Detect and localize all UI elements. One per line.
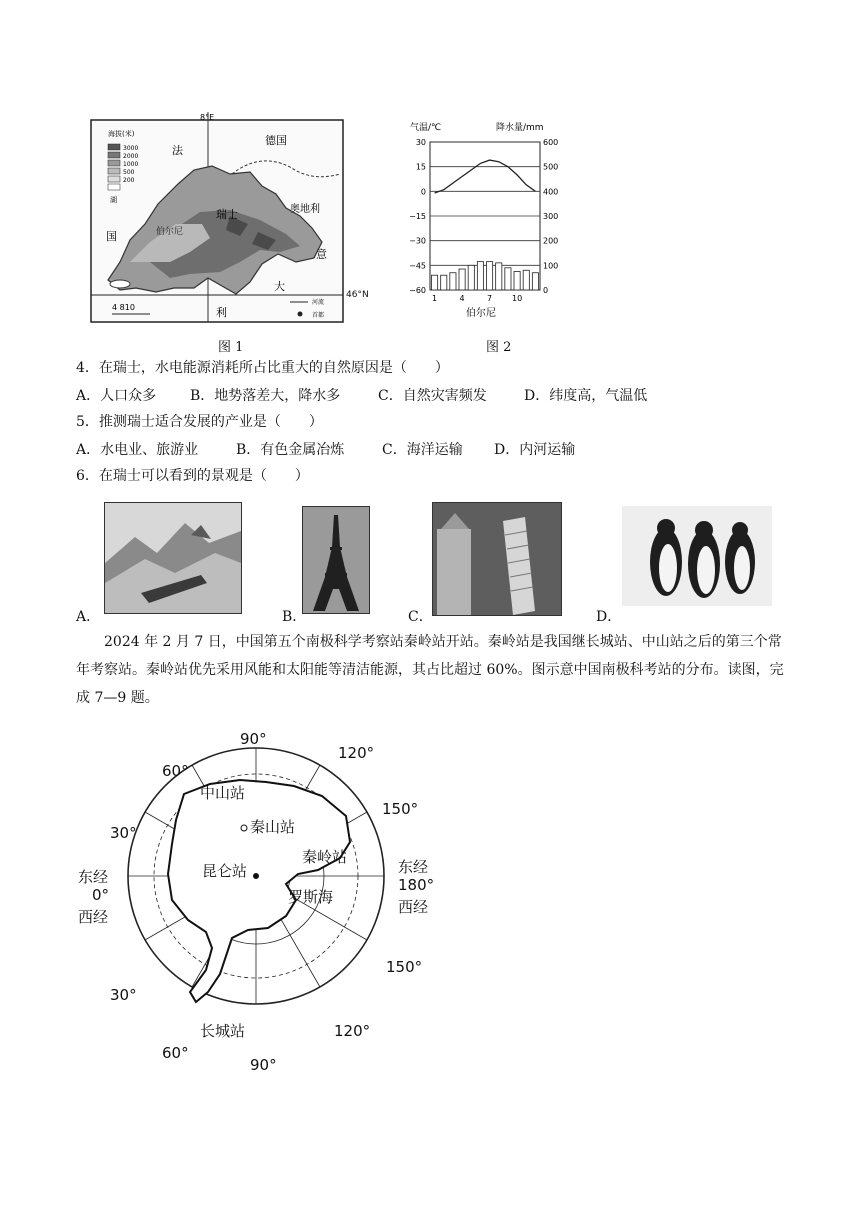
temp-tick-label: −30 xyxy=(409,236,426,246)
parallel-label: 46°N xyxy=(346,290,369,300)
label-italy-3: 利 xyxy=(216,306,227,319)
question-4-option-c[interactable]: C．自然灾害频发 xyxy=(378,388,487,404)
station-zhongshan: 中山站 xyxy=(200,784,246,802)
precip-bar xyxy=(496,263,502,290)
legend-river: 河流 xyxy=(312,299,325,306)
station-kunlun: 昆仑站 xyxy=(202,862,248,880)
station-label: 伯尔尼 xyxy=(466,308,496,319)
legend-level: 湖 xyxy=(110,196,117,204)
precip-bar xyxy=(505,268,511,290)
label-austria: 奥地利 xyxy=(290,204,320,215)
map-east-right: 东经 xyxy=(398,858,429,876)
precip-bar xyxy=(523,270,529,290)
label-germany: 德国 xyxy=(265,134,287,147)
precip-tick-label: 500 xyxy=(543,162,559,172)
temp-tick-label: −60 xyxy=(409,286,426,295)
map-deg-60-bottom: 60° xyxy=(162,1044,189,1062)
label-italy-1: 意 xyxy=(316,248,327,261)
precip-tick-label: 200 xyxy=(543,236,559,246)
map-deg-90-top: 90° xyxy=(240,730,267,748)
station-qinling: 秦岭站 xyxy=(302,848,348,866)
q6-option-b-label[interactable]: B． xyxy=(282,609,307,625)
legend-level: 1000 xyxy=(123,161,139,168)
legend-level: 500 xyxy=(123,169,135,176)
q6-option-a-label[interactable]: A． xyxy=(76,609,101,625)
q6-option-a-photo[interactable] xyxy=(104,502,242,614)
question-4-option-d[interactable]: D．纬度高，气温低 xyxy=(524,388,648,404)
precip-bar xyxy=(514,272,520,291)
precip-bar xyxy=(432,275,438,290)
map-deg-180: 180° xyxy=(398,876,435,894)
question-4-option-b[interactable]: B．地势落差大，降水多 xyxy=(190,388,341,404)
precip-bar xyxy=(487,262,493,290)
climate-chart-svg xyxy=(400,118,570,328)
penguins-image xyxy=(622,506,772,606)
precip-bar xyxy=(532,273,538,290)
figure-1-caption: 图 1 xyxy=(218,340,244,355)
month-tick-label: 4 xyxy=(459,294,465,303)
question-5-stem: 5．推测瑞士适合发展的产业是（ ） xyxy=(76,414,323,430)
precip-bar xyxy=(459,269,465,290)
temp-tick-label: 30 xyxy=(415,138,426,147)
switzerland-map xyxy=(90,112,344,324)
question-4-option-a[interactable]: A．人口众多 xyxy=(76,388,157,404)
map-deg-120-top: 120° xyxy=(338,744,375,762)
right-axis-title: 降水量/mm xyxy=(496,123,544,133)
label-ross-sea: 罗斯海 xyxy=(288,888,334,906)
temp-tick-label: 15 xyxy=(415,162,426,172)
temp-tick-label: −15 xyxy=(409,212,426,221)
station-changcheng: 长城站 xyxy=(200,1022,246,1040)
map-deg-120-bottom: 120° xyxy=(334,1022,371,1040)
question-5-option-a[interactable]: A．水电业、旅游业 xyxy=(76,442,199,458)
legend-capital: 首都 xyxy=(312,312,325,319)
mountain-snow-image xyxy=(105,503,241,613)
precip-bar xyxy=(441,275,447,290)
question-6-stem: 6．在瑞士可以看到的景观是（ ） xyxy=(76,468,309,484)
q6-option-c-label[interactable]: C． xyxy=(408,609,433,625)
legend-title: 海拔(米) xyxy=(108,130,135,138)
precip-tick-label: 0 xyxy=(543,286,549,295)
map-deg-30-bottom: 30° xyxy=(110,986,137,1004)
map-deg-30-top: 30° xyxy=(110,824,137,842)
month-tick-label: 7 xyxy=(487,294,493,303)
map-east-left: 东经 xyxy=(78,868,109,886)
question-5-option-b[interactable]: B．有色金属冶炼 xyxy=(236,442,345,458)
figure-2-caption: 图 2 xyxy=(486,340,512,355)
map-deg-150-top: 150° xyxy=(382,800,419,818)
q6-option-b-photo[interactable] xyxy=(302,506,370,614)
meridian-label: 8°E xyxy=(200,113,215,122)
map-deg-60-top: 60° xyxy=(162,762,189,780)
legend-level: 3000 xyxy=(123,145,139,152)
month-tick-label: 10 xyxy=(511,294,523,303)
figure-2-climate-chart xyxy=(400,118,570,328)
q6-option-d-label[interactable]: D． xyxy=(596,609,622,625)
question-5-option-d[interactable]: D．内河运输 xyxy=(494,442,576,458)
map-west-right: 西经 xyxy=(398,898,429,916)
map-deg-150-bottom: 150° xyxy=(386,958,423,976)
precip-bar xyxy=(450,273,456,290)
precip-tick-label: 400 xyxy=(543,187,559,197)
precip-tick-label: 600 xyxy=(543,138,559,147)
q6-option-c-photo[interactable] xyxy=(432,502,562,616)
legend-level: 200 xyxy=(123,177,135,184)
eiffel-tower-image xyxy=(303,507,369,613)
precip-tick-label: 300 xyxy=(543,212,559,221)
precip-bar xyxy=(468,265,474,290)
legend-level: 2000 xyxy=(123,153,139,160)
temp-tick-label: −45 xyxy=(409,261,426,271)
question-5-option-c[interactable]: C．海洋运输 xyxy=(382,442,463,458)
scale-label: 4 810 xyxy=(112,303,135,312)
map-west-left: 西经 xyxy=(78,908,109,926)
label-france-1: 法 xyxy=(172,144,183,157)
q6-option-d-photo[interactable] xyxy=(622,506,772,606)
temperature-line xyxy=(435,160,536,193)
map-deg-90-bottom: 90° xyxy=(250,1056,277,1074)
left-axis-title: 气温/℃ xyxy=(410,123,442,133)
figure-1-map xyxy=(90,112,344,324)
temp-tick-label: 0 xyxy=(420,187,426,197)
precip-tick-label: 100 xyxy=(543,261,559,271)
leaning-tower-image xyxy=(433,503,561,615)
label-france-2: 国 xyxy=(106,230,117,243)
passage-text: 2024 年 2 月 7 日，中国第五个南极科学考察站秦岭站开站。秦岭站是我国继长城站、中山站之后的第三个常年考察站。秦岭站优先采用风能和太阳能等清洁能源，其占比超过 60%。图示意中国南极科考站的分布。读图，完成 7—9 题。 xyxy=(76,634,784,706)
label-bern: 伯尔尼 xyxy=(156,227,184,237)
label-switzerland: 瑞士 xyxy=(216,208,238,221)
month-tick-label: 1 xyxy=(432,294,438,303)
label-italy-2: 大 xyxy=(274,280,285,293)
station-taishan: 秦山站 xyxy=(250,818,296,836)
question-4-stem: 4．在瑞士，水电能源消耗所占比重大的自然原因是（ ） xyxy=(76,360,449,376)
precip-bar xyxy=(477,262,483,290)
map-deg-0: 0° xyxy=(92,886,110,904)
